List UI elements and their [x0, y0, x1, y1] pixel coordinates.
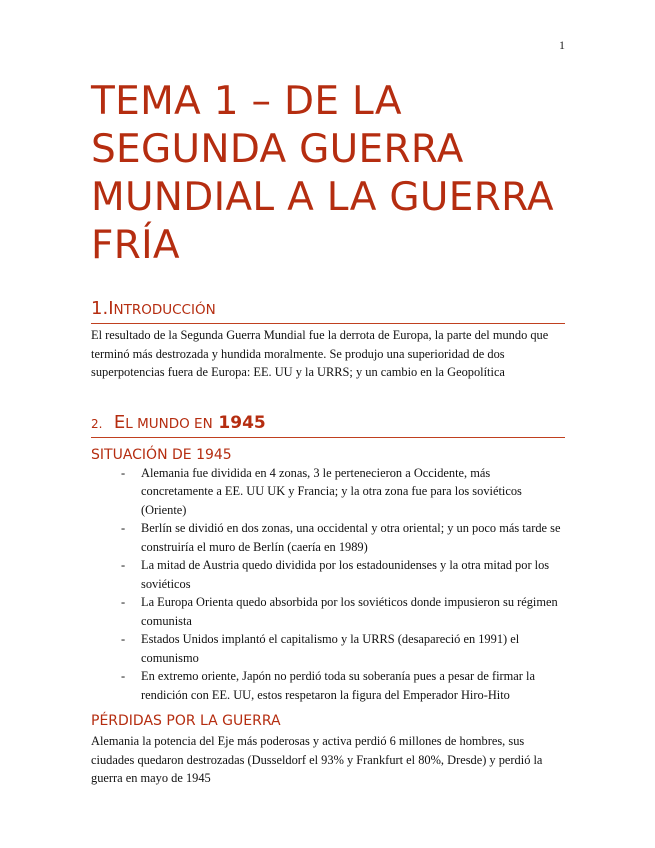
section-initial: E: [113, 411, 126, 433]
list-item: [91, 464, 565, 520]
bullet-dash: -: [121, 521, 126, 535]
bullet-dash: -: [121, 632, 126, 646]
list-item-text: Estados Unidos implantó el capitalismo y la URRS (desapareció en 1991) el comunismo: [141, 632, 520, 665]
intro-paragraph: El resultado de la Segunda Guerra Mundial fue la derrota de Europa, la parte del mundo que terminó más destrozada y hundida moralmente. Se produjo una superioridad de dos superpotencias fuera de Europa: EE. UU y la URRS; y un cambio en la Geopolítica: [91, 328, 549, 379]
subheading-situacion-1945: SITUACIÓN DE 1945: [91, 446, 232, 463]
bullet-dash: -: [121, 465, 126, 480]
list-item-text: Berlín se dividió en dos zonas, una occidental y otra oriental; y un poco más tarde se construiría el muro de Berlín (caería en 1989): [141, 521, 561, 554]
section-year: 1945: [218, 412, 266, 433]
perdidas-paragraph: Alemania la potencia del Eje más poderosas y activa perdió 6 millones de hombres, sus ciudades quedaron destrozadas (Dusseldorf el 93% y Frankfurt el 80%, Dresde) y perdió la guerra en mayo de 1945: [91, 734, 543, 785]
section-initial: I: [108, 298, 114, 319]
list-item-text: Alemania fue dividida en 4 zonas, 3 le pertenecieron a Occidente, más concretamente a EE. UU UK y Francia; y la otra zona fue para los soviéticos (Oriente): [141, 465, 522, 517]
subheading-perdidas-guerra: PÉRDIDAS POR LA GUERRA: [91, 713, 281, 729]
document-title: TEMA 1 – DE LA SEGUNDA GUERRA MUNDIAL A LA GUERRA FRÍA: [91, 79, 554, 268]
list-item: [91, 630, 565, 667]
list-item: [91, 519, 565, 556]
page-number: 1: [559, 38, 565, 52]
situacion-bullet-list: [91, 464, 565, 705]
bullet-dash: -: [121, 669, 126, 683]
section-number: 1.: [91, 298, 109, 319]
list-item-text: La Europa Orienta quedo absorbida por los soviéticos donde impusieron su régimen comunista: [141, 595, 558, 628]
list-item: [91, 556, 565, 593]
list-item-text: En extremo oriente, Japón no perdió toda su soberanía pues a pesar de firmar la rendición con EE. UU, estos respetaron la figura del Emperador Hiro-Hito: [141, 669, 535, 702]
bullet-dash: -: [121, 558, 126, 572]
bullet-dash: -: [121, 595, 126, 609]
list-item: [91, 667, 565, 704]
section-title-rest: L MUNDO EN: [125, 415, 213, 432]
section-title-rest: NTRODUCCIÓN: [113, 302, 216, 318]
list-item: [91, 593, 565, 630]
document-body: [91, 78, 565, 788]
section-heading-mundo-1945: [91, 412, 565, 438]
section-number: 2.: [91, 416, 103, 431]
section-heading-introduccion: [91, 298, 565, 324]
list-item-text: La mitad de Austria quedo dividida por los estadounidenses y la otra mitad por los soviéticos: [141, 558, 550, 591]
